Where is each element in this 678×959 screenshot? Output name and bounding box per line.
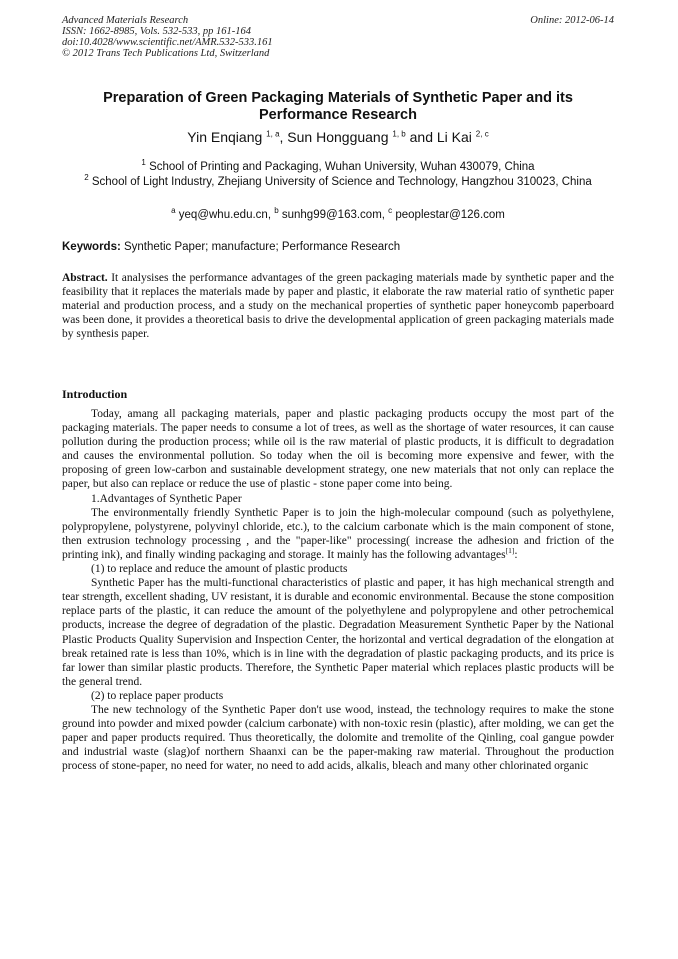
email-sup: c bbox=[388, 206, 393, 215]
section-heading-introduction: Introduction bbox=[62, 387, 128, 401]
email[interactable]: sunhg99@163.com, bbox=[281, 208, 389, 221]
keywords-text: Synthetic Paper; manufacture; Performance Research bbox=[120, 241, 401, 253]
author-name: Yin Enqiang bbox=[187, 129, 263, 145]
email-sup: b bbox=[274, 206, 279, 215]
online-date: Online: 2012-06-14 bbox=[530, 15, 614, 26]
subheading: 1.Advantages of Synthetic Paper bbox=[91, 492, 242, 505]
paragraph: Synthetic Paper has the multi-functional characteristics of plastic and paper, it has high mechanical strength and tear strength, excellent shading, UV resistant, it is durable and economic environmental. Because the stone composition replace parts of the plastic, it can reduce the amount of the polyethylene and polypropylene and other petrochemical products, increase the degree of degradation of the plastic. Degradation Measurement Synthetic Paper by the National Plastic Products Quality Supervision and Inspection Center, the horizontal and vertical degradation of the elongation at break retained rate is less than 10%, which is in line with the degradation of plastic packaging products, and its price is far lower than similar plastic products. Therefore, the Synthetic Paper material which replaces plastic products will be the general trend. bbox=[62, 577, 614, 688]
paragraph-text: : bbox=[514, 548, 518, 561]
issn: ISSN: 1662-8985, Vols. 532-533, pp 161-164 bbox=[62, 26, 251, 37]
paragraph: Today, amang all packaging materials, paper and plastic packaging products occupy the most part of the packaging materials. The paper needs to consume a lot of trees, as well as the shortage of water resources, it can cause pollution during the production process; while oil is the raw material of plastic products, it is difficult to degradation and causes the environmental pollution. So today when the oil is becoming more expensive and fewer, with the proposing of green low-carbon and sustainable development strategy, one new materials that not only can replace the paper, but also can replace or reduce the use of plastic - stone paper come into being. bbox=[62, 408, 614, 491]
paragraph-text: The environmentally friendly Synthetic Paper is to join the high-molecular compound (such as polyethylene, polypropylene, polystyrene, polyvinyl chloride, etc.), to the calcium carbonate which is the main component of stone, then extrusion technology processing , and the "paper-like" processing( increase the adhesion and friction of the printing ink), and finally winding packaging and storage. It mainly has the following advantages bbox=[62, 506, 614, 561]
email-sup: a bbox=[171, 206, 176, 215]
author-name: Li Kai bbox=[436, 129, 472, 145]
email[interactable]: peoplestar@126.com bbox=[395, 208, 505, 221]
abstract bbox=[62, 271, 614, 341]
aff-text: School of Printing and Packaging, Wuhan University, Wuhan 430079, China bbox=[149, 160, 535, 173]
separator: , bbox=[279, 129, 288, 145]
body-text bbox=[62, 407, 614, 773]
paper-title: Preparation of Green Packaging Materials of Synthetic Paper and its Performance Research bbox=[103, 90, 573, 123]
author-sup: 1, b bbox=[392, 129, 406, 139]
abstract-text: It analysises the performance advantages of the green packaging materials made by synthetic paper and the feasibility that it replaces the materials made by paper and plastic, it elaborate the raw material ratio of synthetic paper material and production process, and a study on the mechanical properties of synthetic paper honeycomb paperboard was been done, it provides a theoretical basis to drive the developmental application of green packaging materials made by synthesis paper. bbox=[62, 272, 614, 341]
journal-header bbox=[62, 15, 273, 59]
author-list bbox=[62, 129, 614, 145]
keywords-label: Keywords: bbox=[62, 241, 121, 253]
keywords bbox=[62, 241, 400, 253]
separator: and bbox=[405, 129, 437, 145]
aff-number: 1 bbox=[141, 158, 146, 167]
email[interactable]: yeq@whu.edu.cn, bbox=[178, 208, 275, 221]
affiliation-2 bbox=[62, 170, 614, 190]
copyright: © 2012 Trans Tech Publications Ltd, Switzerland bbox=[62, 48, 270, 59]
aff-text: School of Light Industry, Zhejiang University of Science and Technology, Hangzhou 310023, China bbox=[91, 175, 592, 188]
author-sup: 2, c bbox=[475, 129, 489, 139]
author-sup: 1, a bbox=[266, 129, 280, 139]
citation: [1] bbox=[505, 546, 515, 556]
paragraph: The new technology of the Synthetic Paper don't use wood, instead, the technology requires to make the stone ground into powder and mixed powder (calcium carbonate) with non-toxic resin (plastic), after molding, we can get the paper and paper products required. Thus theoretically, the dolomite and tremolite of the Qinling, coal gangue powder and industrial waste (slag)of northern Shaanxi can be the paper-making raw material. Throughout the production process of stone-paper, no need for water, no need to add acids, alkalis, bleach and many other chlorinated organic bbox=[62, 703, 614, 773]
subheading: (1) to replace and reduce the amount of plastic products bbox=[91, 563, 348, 576]
journal-name: Advanced Materials Research bbox=[62, 15, 189, 26]
aff-number: 2 bbox=[84, 173, 89, 182]
doi: doi:10.4028/www.scientific.net/AMR.532-533.161 bbox=[62, 37, 273, 48]
paragraph bbox=[62, 506, 614, 562]
email-list bbox=[62, 206, 614, 221]
subheading: (2) to replace paper products bbox=[91, 689, 224, 702]
abstract-label: Abstract. bbox=[62, 272, 108, 284]
author-name: Sun Hongguang bbox=[287, 129, 389, 145]
